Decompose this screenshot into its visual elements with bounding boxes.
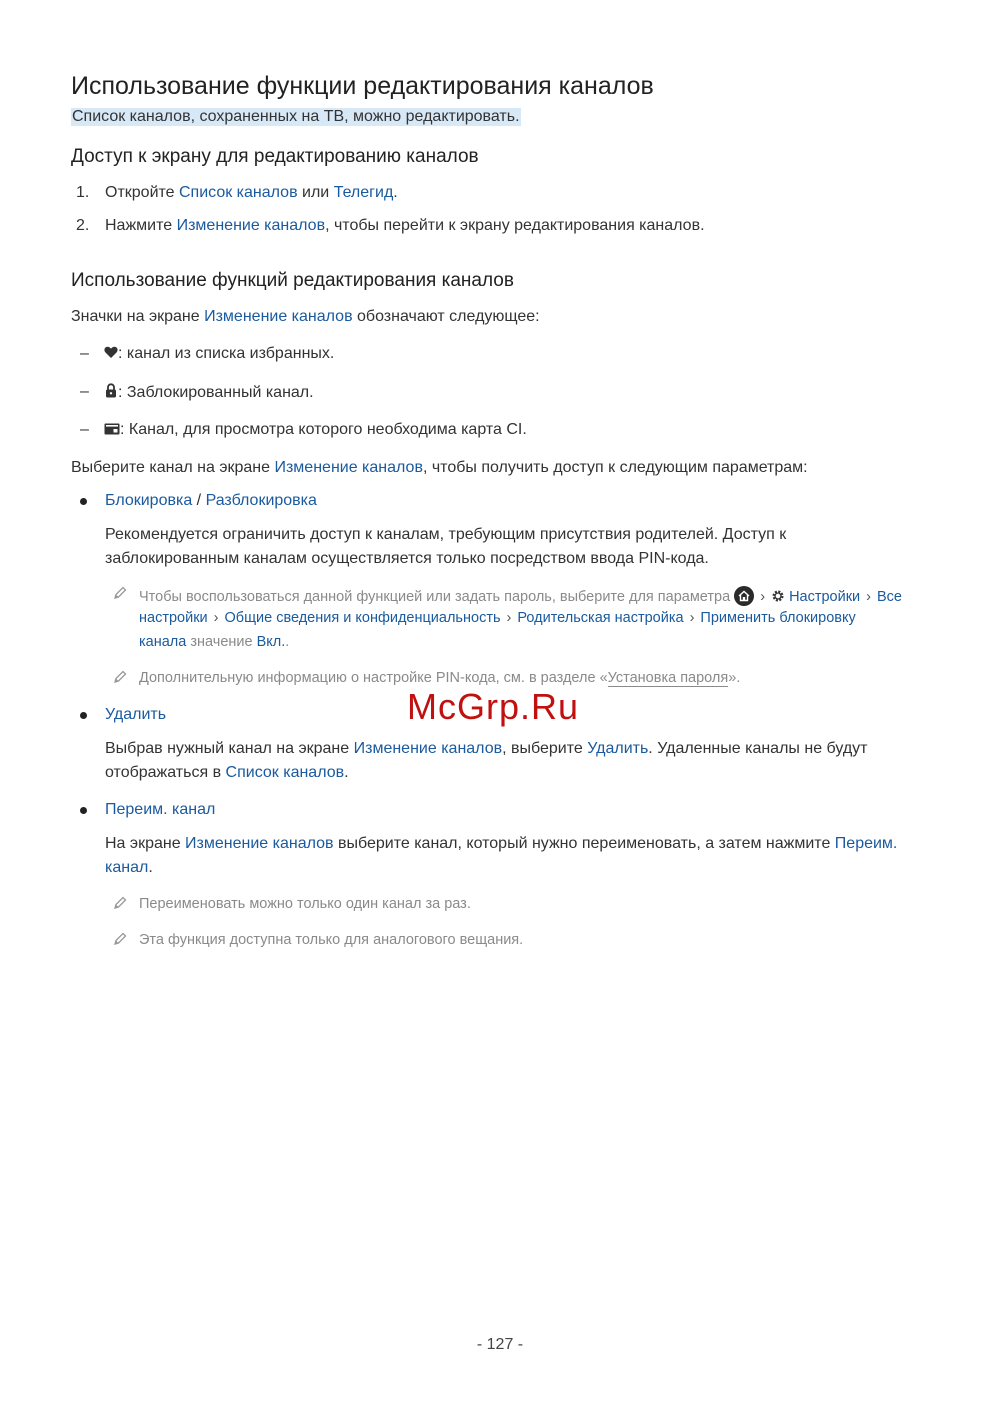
lock-note-path-line1: Чтобы воспользоваться данной функцией или задать пароль, выберите для параметра › Настройки › Все [139, 586, 902, 606]
ci-card-icon [104, 423, 120, 435]
link-settings[interactable]: Настройки [789, 589, 861, 605]
watermark: McGrp.Ru [407, 686, 580, 727]
link-apply-channel-lock[interactable]: Применить блокировку [700, 610, 856, 626]
chevron-right-icon: › [866, 589, 872, 605]
step-1: Откройте Список каналов или Телегид. [105, 184, 398, 201]
link-general-privacy[interactable]: Общие сведения и конфиденциальность [224, 610, 501, 626]
option-delete[interactable]: Удалить [105, 706, 167, 723]
page-subtitle: Список каналов, сохраненных на ТВ, можно редактировать. [72, 108, 520, 125]
lock-description-line2: заблокированным каналам осуществляется только посредством ввода PIN-кода. [105, 550, 709, 567]
link-edit-channels[interactable]: Изменение каналов [274, 459, 423, 476]
dash: – [80, 421, 89, 438]
dash: – [80, 383, 89, 400]
section-title-access: Доступ к экрану для редактированию каналов [71, 146, 479, 167]
link-edit-channels[interactable]: Изменение каналов [353, 740, 503, 757]
link-edit-channels[interactable]: Изменение каналов [176, 217, 326, 234]
icons-intro: Значки на экране Изменение каналов обозначают следующее: [71, 308, 540, 325]
link-channel-list[interactable]: Список каналов [179, 184, 298, 201]
icon-legend-favorite: : канал из списка избранных. [104, 345, 334, 363]
step-number-1: 1. [76, 184, 90, 201]
link-all-settings-cont[interactable]: настройки [139, 610, 208, 626]
rename-note-1: Переименовать можно только один канал за раз. [139, 896, 471, 912]
section-title-functions: Использование функций редактирования каналов [71, 270, 514, 291]
rename-description-line2: канал. [105, 859, 153, 876]
option-rename-channel[interactable]: Переим. канал [105, 801, 216, 818]
link-all-settings[interactable]: Все [877, 589, 903, 605]
link-delete[interactable]: Удалить [587, 740, 649, 757]
rename-note-2: Эта функция доступна только для аналогового вещания. [139, 932, 524, 948]
page-number: - 127 - [476, 1336, 524, 1353]
value-on: Вкл. [256, 634, 286, 650]
chevron-right-icon: › [506, 610, 512, 626]
dash: – [80, 345, 89, 362]
link-parental-settings[interactable]: Родительская настройка [517, 610, 684, 626]
select-channel-intro: Выберите канал на экране Изменение каналов, чтобы получить доступ к следующим параметрам: [71, 459, 808, 476]
rename-description-line1: На экране Изменение каналов выберите канал, который нужно переименовать, а затем нажмите Переим. [105, 835, 898, 852]
home-icon [734, 586, 754, 606]
lock-description-line1: Рекомендуется ограничить доступ к каналам, требующим присутствия родителей. Доступ к [105, 526, 787, 543]
pencil-note-icon [113, 896, 127, 910]
link-rename-channel[interactable]: Переим. [834, 835, 898, 852]
step-number-2: 2. [76, 217, 90, 234]
pin-note: Дополнительную информацию о настройке PIN-кода, см. в разделе «Установка пароля». [139, 670, 741, 686]
chevron-right-icon: › [213, 610, 219, 626]
option-lock-unlock: Блокировка / Разблокировка [105, 492, 317, 509]
link-set-password[interactable]: Установка пароля [607, 670, 729, 686]
link-unlock[interactable]: Разблокировка [205, 492, 317, 509]
delete-description-line1: Выбрав нужный канал на экране Изменение каналов, выберите Удалить. Удаленные каналы не будут [105, 740, 868, 757]
step-2: Нажмите Изменение каналов, чтобы перейти к экрану редактирования каналов. [105, 217, 705, 234]
lock-note-path-line2 [139, 610, 856, 626]
chevron-right-icon: › [689, 610, 695, 626]
icon-legend-ci-card: : Канал, для просмотра которого необходима карта CI. [104, 421, 527, 439]
lock-icon [104, 383, 118, 398]
link-lock[interactable]: Блокировка [105, 492, 193, 509]
pencil-note-icon [113, 670, 127, 684]
link-edit-channels[interactable]: Изменение каналов [185, 835, 334, 852]
gear-icon [771, 589, 785, 603]
link-channel-list[interactable]: Список каналов [225, 764, 345, 781]
lock-note-path-line3: канала значение Вкл.. [139, 634, 290, 650]
bullet [80, 807, 87, 814]
delete-description-line2: отображаться в Список каналов. [105, 764, 349, 781]
bullet [80, 498, 87, 505]
link-edit-channels[interactable]: Изменение каналов [204, 308, 353, 325]
pencil-note-icon [113, 586, 127, 600]
chevron-right-icon: › [760, 589, 766, 605]
pencil-note-icon [113, 932, 127, 946]
link-rename-channel-cont[interactable]: канал [105, 859, 149, 876]
link-apply-channel-lock-cont[interactable]: канала [139, 634, 187, 650]
heart-icon [104, 346, 118, 359]
bullet [80, 712, 87, 719]
icon-legend-locked: : Заблокированный канал. [104, 383, 314, 402]
link-tv-guide[interactable]: Телегид [333, 184, 394, 201]
page-title: Использование функции редактирования каналов [71, 72, 654, 100]
